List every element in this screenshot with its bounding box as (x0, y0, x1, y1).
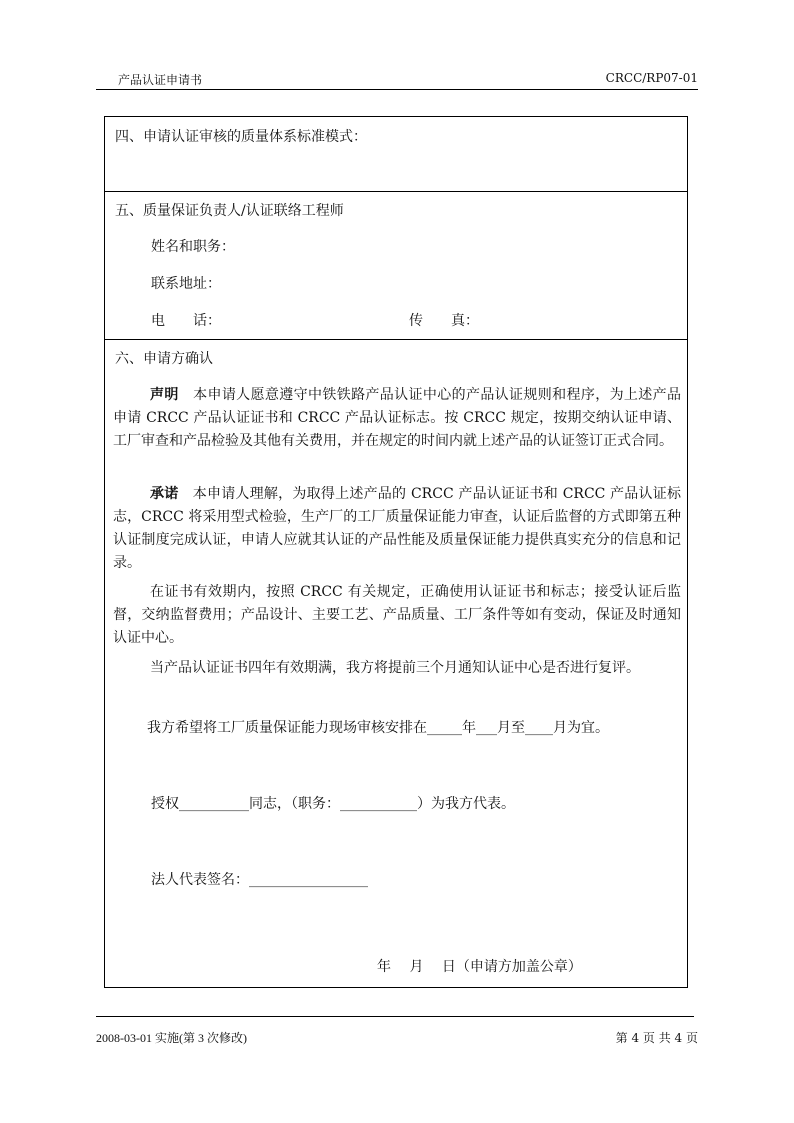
legal-signature-line: 法人代表签名：_________________ (151, 872, 368, 888)
header-divider (96, 89, 698, 90)
section4-title: 四、申请认证审核的质量体系标准模式： (115, 129, 367, 145)
fax-label: 传 真： (409, 313, 479, 329)
name-position-label: 姓名和职务： (151, 239, 235, 255)
footer-divider (96, 1016, 694, 1017)
document-code: CRCC/RP07-01 (605, 71, 698, 85)
section-quality-system-standard (105, 117, 687, 192)
commitment-lead: 承诺 (150, 486, 179, 502)
declaration-lead: 声明 (150, 387, 179, 403)
section5-title: 五、质量保证负责人/认证联络工程师 (115, 203, 344, 219)
declaration-paragraph (113, 384, 681, 453)
document-title: 产品认证申请书 (118, 73, 203, 87)
audit-schedule-line: 我方希望将工厂质量保证能力现场审核安排在_____年___月至____月为宜。 (147, 720, 609, 736)
section-applicant-confirmation (105, 340, 687, 987)
commitment-paragraph (113, 483, 681, 575)
certificate-usage-paragraph: 在证书有效期内，按照 CRCC 有关规定，正确使用认证证书和标志；接受认证后监督，交纳监督费用；产品设计、主要工艺、产品质量、工厂条件等如有变动，保证及时通知认证中心。 (113, 584, 681, 646)
section-quality-contact (105, 192, 687, 340)
commitment-text: 本申请人理解，为取得上述产品的 CRCC 产品认证证书和 CRCC 产品认证标志，CRCC 将采用型式检验，生产厂的工厂质量保证能力审查，认证后监督的方式即第五种认证制度完成认证，申请人应就其认证的产品性能及质量保证能力提供真实充分的信息和记录。 (113, 486, 682, 571)
application-form-table (104, 116, 688, 988)
page-number: 第 4 页 共 4 页 (615, 1031, 698, 1045)
effective-date: 2008-03-01 实施(第 3 次修改) (96, 1031, 247, 1045)
phone-label: 电 话： (151, 313, 221, 329)
date-seal-line: 年 月 日（申请方加盖公章） (377, 959, 582, 975)
section6-title: 六、申请方确认 (115, 351, 213, 367)
declaration-text: 本申请人愿意遵守中铁铁路产品认证中心的产品认证规则和程序，为上述产品申请 CRCC 产品认证证书和 CRCC 产品认证标志。按 CRCC 规定，按期交纳认证申请、工厂审查和产品检验及其他有关费用，并在规定的时间内就上述产品的认证签订正式合同。 (113, 387, 682, 449)
authorization-line: 授权__________同志，（职务：___________）为我方代表。 (151, 796, 515, 812)
contact-address-label: 联系地址： (151, 276, 221, 292)
renewal-paragraph: 当产品认证证书四年有效期满，我方将提前三个月通知认证中心是否进行复评。 (150, 660, 640, 676)
